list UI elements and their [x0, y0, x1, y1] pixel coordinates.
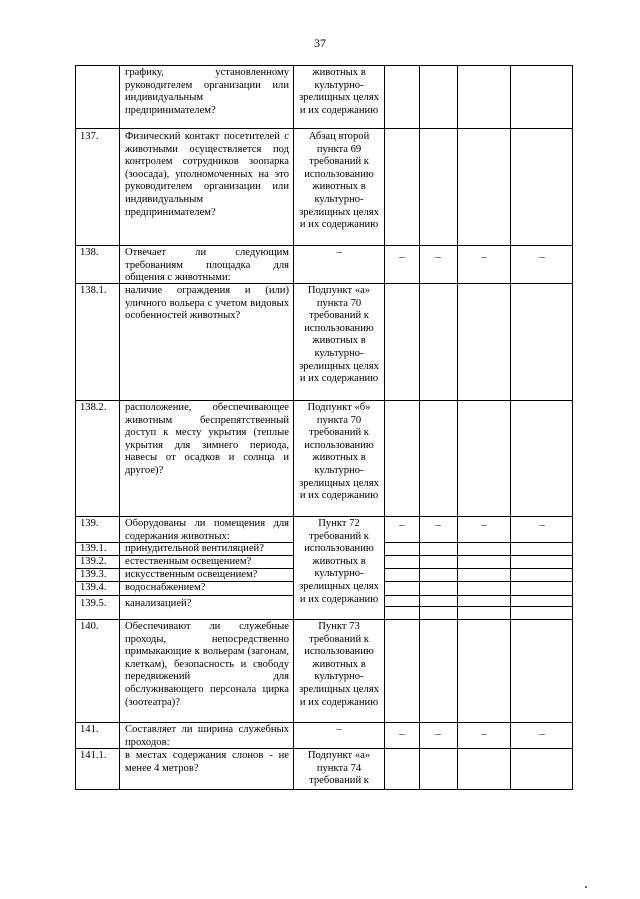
- question-cell: принудительной вентиляцией?: [125, 543, 264, 554]
- dash-mark: –: [539, 251, 545, 263]
- item-number: 138.2.: [80, 402, 107, 413]
- reference-cell: –: [336, 724, 342, 735]
- question-cell: Составляет ли ширина служебных проходов:: [125, 724, 289, 748]
- dash-mark: –: [435, 251, 441, 263]
- dash-mark: –: [539, 519, 545, 531]
- question-cell: Отвечает ли следующим требованиям площадка для общения с животными:: [125, 247, 289, 284]
- question-cell: в местах содержания слонов - не менее 4 метров?: [125, 750, 289, 774]
- dash-mark: –: [435, 728, 441, 740]
- item-number: 138.1.: [80, 285, 107, 296]
- dash-mark: –: [399, 251, 405, 263]
- page-number: 37: [314, 36, 326, 50]
- item-number: 139.3.: [80, 569, 107, 580]
- question-cell: графику, установленному руководителем организации или индивидуальным предпринимателем?: [125, 67, 289, 116]
- reference-cell: –: [336, 247, 342, 258]
- reference-cell: Подпункт «б» пункта 70 требований к использованию животных в культурно-зрелищных целях и их содержанию: [299, 402, 379, 502]
- dash-mark: –: [539, 728, 545, 740]
- item-number: 137.: [80, 131, 99, 142]
- reference-cell: Пункт 73 требований к использованию животных в культурно-зрелищных целях и их содержанию: [299, 621, 379, 708]
- item-number: 139.1.: [80, 543, 107, 554]
- question-cell: расположение, обеспечивающее животным беспрепятственный доступ к месту укрытия (теплые укрытия для зимнего периода, навесы от осадков и солнца и другое)?: [125, 402, 289, 476]
- question-cell: Оборудованы ли помещения для содержания животных:: [125, 518, 289, 542]
- reference-cell: Абзац второй пункта 69 требований к использованию животных в культурно-зрелищных целях и их содержанию: [299, 131, 379, 231]
- question-cell: Обеспечивают ли служебные проходы, непосредственно примыкающие к вольерам (загонам, клеткам), безопасность и свободу передвижений для обслуживающего персонала цирка (зоотеатра)?: [125, 621, 289, 708]
- dash-mark: –: [399, 728, 405, 740]
- dash-mark: –: [481, 519, 487, 531]
- reference-cell: Пункт 72 требований к использованию животных в культурно-зрелищных целях и их содержанию: [299, 518, 379, 605]
- question-cell: канализацией?: [125, 598, 192, 609]
- question-cell: естественным освещением?: [125, 556, 252, 567]
- question-cell: водоснабжением?: [125, 582, 206, 593]
- scan-speck: [585, 886, 587, 888]
- question-cell: искусственным освещением?: [125, 569, 258, 580]
- dash-mark: –: [435, 519, 441, 531]
- item-number: 139.5.: [80, 598, 107, 609]
- item-number: 141.: [80, 724, 99, 735]
- item-number: 139.2.: [80, 556, 107, 567]
- item-number: 139.4.: [80, 582, 107, 593]
- item-number: 141.1.: [80, 750, 107, 761]
- reference-cell: Подпункт «а» пункта 70 требований к использованию животных в культурно-зрелищных целях и их содержанию: [299, 285, 379, 385]
- dash-mark: –: [481, 251, 487, 263]
- reference-cell: животных в культурно-зрелищных целях и их содержанию: [299, 67, 379, 116]
- dash-mark: –: [481, 728, 487, 740]
- item-number: 139.: [80, 518, 99, 529]
- question-cell: наличие ограждения и (или) уличного вольера с учетом видовых особенностей животных?: [125, 285, 289, 322]
- reference-cell: Подпункт «а» пункта 74 требований к: [307, 750, 371, 787]
- item-number: 138.: [80, 247, 99, 258]
- item-number: 140.: [80, 621, 99, 632]
- dash-mark: –: [399, 519, 405, 531]
- question-cell: Физический контакт посетителей с животными осуществляется под контролем сотрудников зоопарка (зоосада), уполномоченных на это руководителем организации или индивидуальным предпринимателем?: [125, 131, 289, 218]
